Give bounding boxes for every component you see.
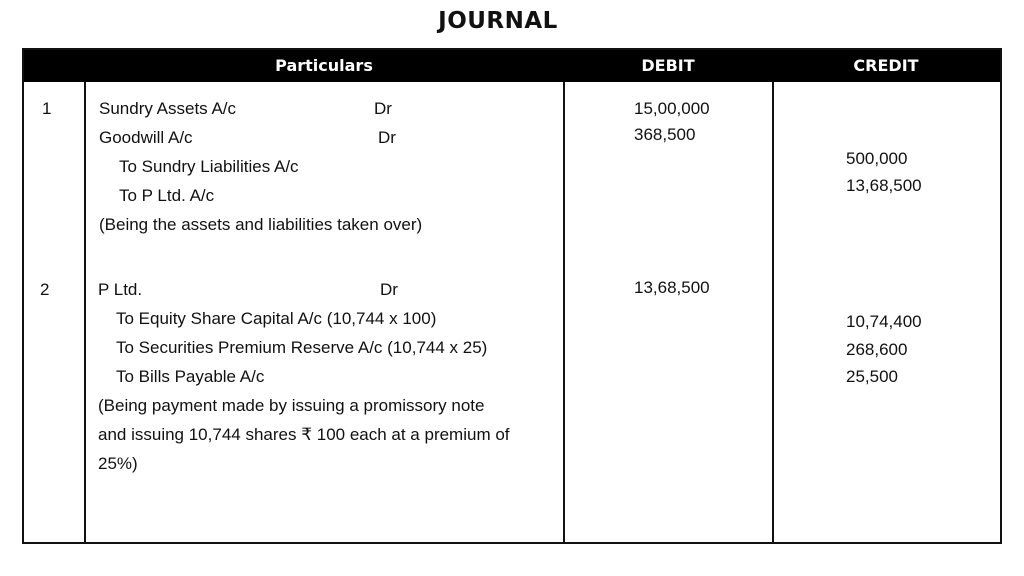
debit-amount: 15,00,000: [634, 99, 710, 118]
narration-line: (Being payment made by issuing a promissory note: [98, 396, 485, 415]
narration-line: and issuing 10,744 shares ₹ 100 each at a premium of: [98, 425, 510, 444]
dr-label: Dr: [380, 280, 398, 299]
header-credit: CREDIT: [853, 56, 919, 75]
credit-amount: 500,000: [846, 149, 908, 168]
dr-label: Dr: [378, 128, 396, 147]
particular-line: To P Ltd. A/c: [119, 186, 215, 205]
header-debit: DEBIT: [641, 56, 695, 75]
particular-line: Sundry Assets A/c: [99, 99, 237, 118]
credit-amount: 10,74,400: [846, 312, 922, 331]
particular-line: To Equity Share Capital A/c (10,744 x 100): [116, 309, 437, 328]
entry-number: 1: [42, 99, 52, 118]
credit-amount: 13,68,500: [846, 176, 922, 195]
journal-table: [22, 48, 1002, 544]
debit-amount: 368,500: [634, 125, 696, 144]
header-particulars: Particulars: [275, 56, 373, 75]
particular-line: To Sundry Liabilities A/c: [119, 157, 299, 176]
particular-line: To Bills Payable A/c: [116, 367, 265, 386]
column-divider: [84, 82, 86, 542]
particular-line: Goodwill A/c: [99, 128, 193, 147]
particular-line: P Ltd.: [98, 280, 143, 299]
narration-line: (Being the assets and liabilities taken over): [99, 215, 423, 234]
column-divider: [563, 82, 565, 542]
table-header: [24, 50, 1000, 82]
debit-amount: 13,68,500: [634, 278, 710, 297]
particular-line: To Securities Premium Reserve A/c (10,744 x 25): [116, 338, 488, 357]
column-divider: [772, 82, 774, 542]
entry-number: 2: [40, 280, 50, 299]
narration-line: 25%): [98, 454, 138, 473]
dr-label: Dr: [374, 99, 392, 118]
page-title: JOURNAL: [438, 8, 558, 34]
credit-amount: 268,600: [846, 340, 908, 359]
credit-amount: 25,500: [846, 367, 898, 386]
